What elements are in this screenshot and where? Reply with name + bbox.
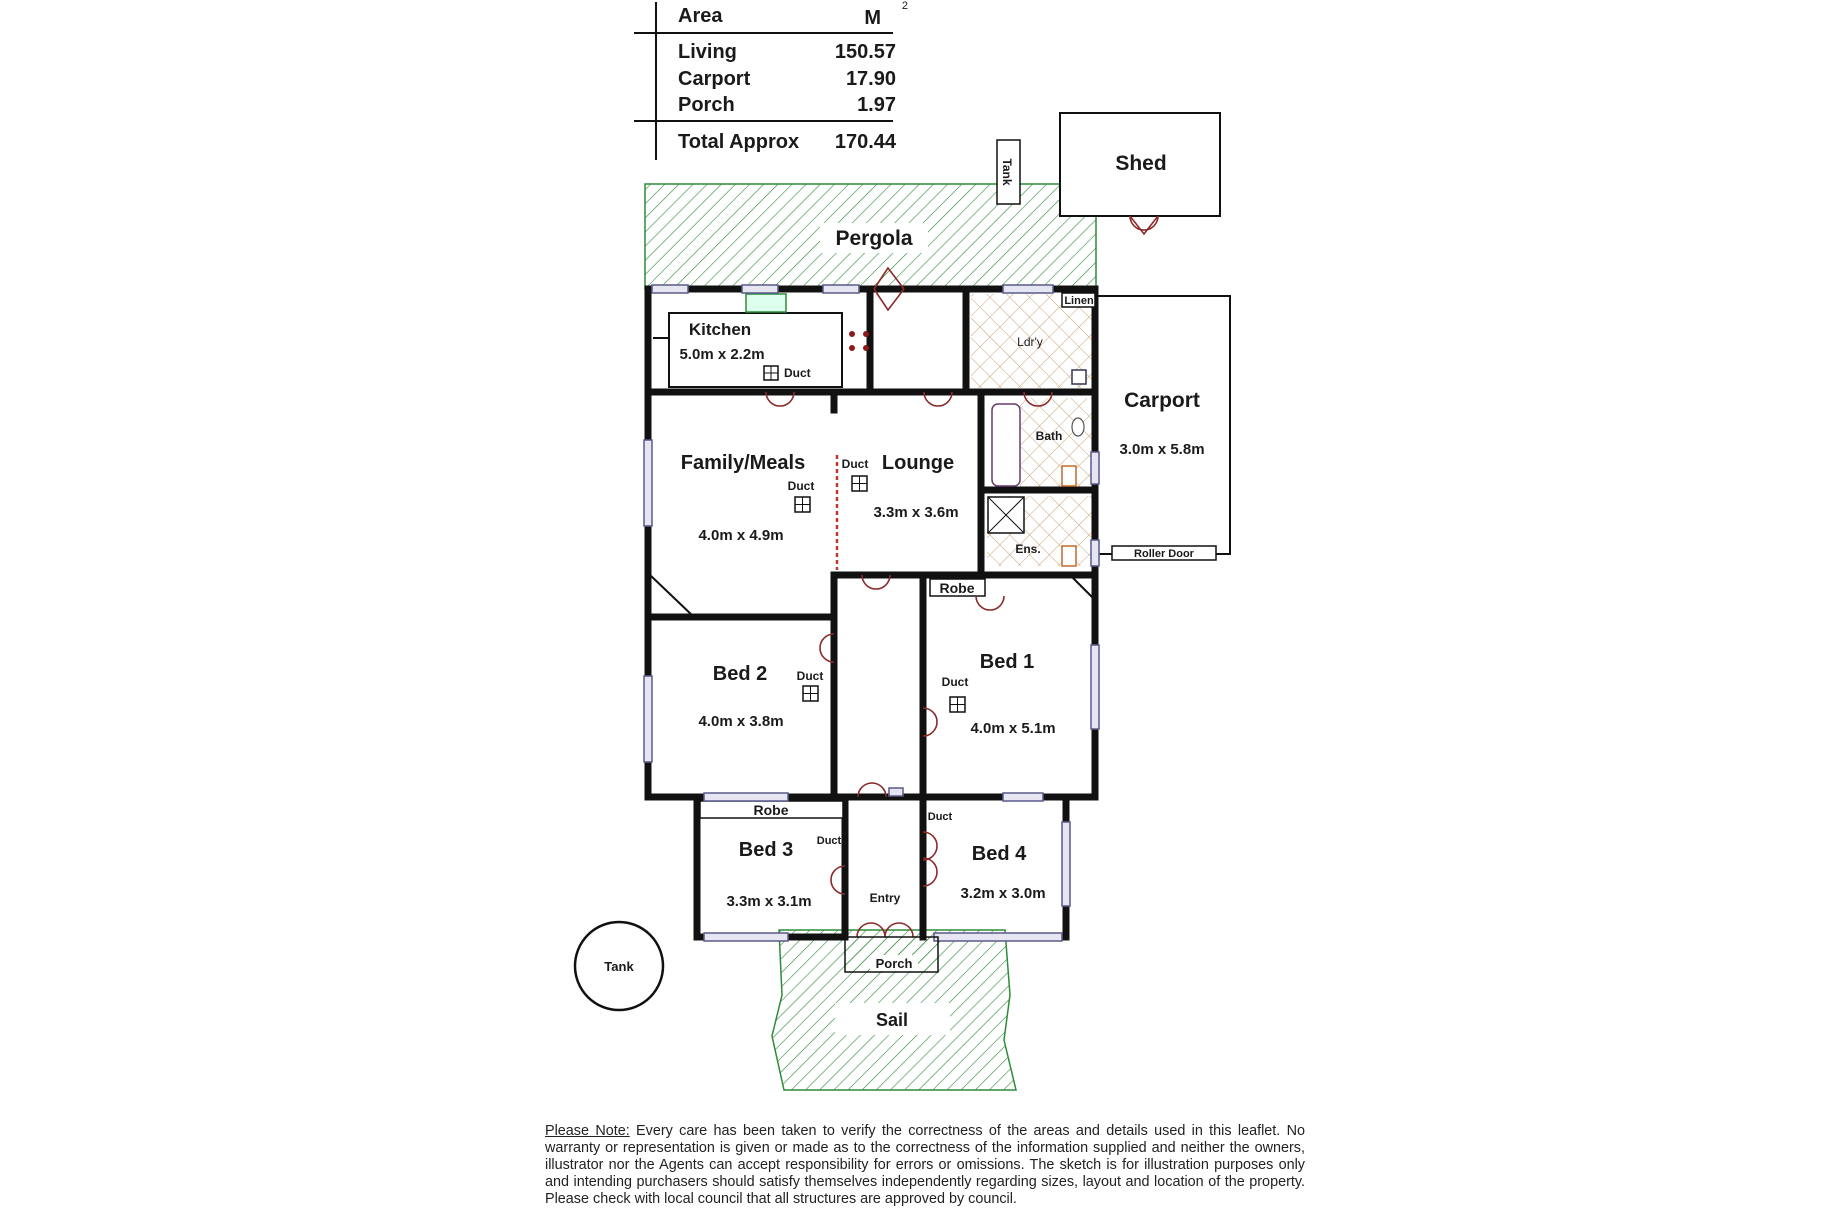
porch-label: Porch — [875, 956, 913, 971]
bed1-label: Bed 1 — [979, 651, 1035, 673]
shed-door — [1130, 216, 1158, 234]
trough-icon — [1072, 370, 1086, 384]
area-total-value: 170.44 — [834, 131, 896, 153]
area-row-label: Living — [678, 41, 737, 63]
bathtub-icon — [992, 404, 1020, 486]
area-row-label: Carport — [678, 68, 751, 90]
lounge-size: 3.3m x 3.6m — [873, 504, 959, 521]
bed2-size: 4.0m x 3.8m — [698, 713, 784, 730]
sail-label: Sail — [875, 1010, 909, 1030]
area-row-value: 1.97 — [857, 94, 896, 116]
kitchen-duct-label: Duct — [784, 366, 811, 380]
disclaimer-text: Every care has been taken to verify the correctness of the areas and details used in this leaflet. No warranty or representation is given or made as to the correctness of the information supplied and neither the owners, illustrator nor the Agents can accept responsibility for errors or omissions. The sketch is for illustration purposes only and intending purchasers should satisfy themselves independently regarding sizes, layout and location of the property. Please check with local council that all structures are approved by council. — [545, 1123, 1305, 1207]
carport — [1096, 296, 1230, 554]
area-total-label: Total Approx — [678, 131, 800, 153]
tank-round-label: Tank — [604, 959, 634, 974]
area-header-unit: M — [864, 7, 881, 29]
toilet-icon — [1062, 466, 1076, 486]
toilet-icon — [1062, 546, 1076, 566]
bed3-duct-label: Duct — [816, 835, 842, 847]
sink-icon — [746, 294, 786, 312]
area-header-label: Area — [678, 5, 723, 27]
tank-small-label: Tank — [1000, 158, 1014, 186]
bed3-label: Bed 3 — [738, 839, 794, 861]
duct-icons — [764, 366, 965, 712]
ensuite-label: Ens. — [1015, 542, 1041, 556]
shed-label: Shed — [1115, 152, 1167, 175]
lounge-label: Lounge — [881, 452, 955, 474]
basin-icon — [1072, 418, 1084, 436]
bed1-duct-label: Duct — [941, 675, 969, 689]
area-table — [634, 0, 908, 160]
roller-door-label: Roller Door — [1134, 548, 1194, 560]
lounge-duct-label: Duct — [841, 457, 869, 471]
carport-label: Carport — [1124, 389, 1200, 412]
bed2-duct-label: Duct — [796, 669, 824, 683]
area-row-value: 17.90 — [845, 68, 896, 90]
bed4-label: Bed 4 — [971, 843, 1027, 865]
kitchen-size: 5.0m x 2.2m — [679, 346, 765, 363]
carport-size: 3.0m x 5.8m — [1119, 441, 1205, 458]
entry-label: Entry — [869, 891, 901, 905]
disclaimer-heading: Please Note: — [545, 1123, 630, 1139]
bed4-duct-label: Duct — [927, 811, 953, 823]
family-duct-label: Duct — [787, 479, 815, 493]
family-size: 4.0m x 4.9m — [698, 527, 784, 544]
robe-bed3-label: Robe — [753, 802, 789, 818]
bath-floor — [1020, 398, 1092, 490]
laundry-label: Ldr'y — [1017, 335, 1043, 349]
robe-bed1-label: Robe — [939, 580, 975, 596]
pergola-label: Pergola — [835, 227, 913, 250]
kitchen-label: Kitchen — [688, 320, 752, 339]
bed1-size: 4.0m x 5.1m — [970, 720, 1056, 737]
area-header-unit-sup: 2 — [901, 0, 908, 12]
area-row-label: Porch — [678, 94, 735, 116]
bed3-size: 3.3m x 3.1m — [726, 893, 812, 910]
bath-label: Bath — [1035, 429, 1063, 443]
disclaimer-note — [545, 1123, 1305, 1208]
family-label: Family/Meals — [680, 452, 806, 474]
area-row-value: 150.57 — [834, 41, 896, 63]
bed2-label: Bed 2 — [712, 663, 768, 685]
linen-label: Linen — [1064, 295, 1094, 307]
bed4-size: 3.2m x 3.0m — [960, 885, 1046, 902]
cooktop-icon — [849, 331, 855, 337]
